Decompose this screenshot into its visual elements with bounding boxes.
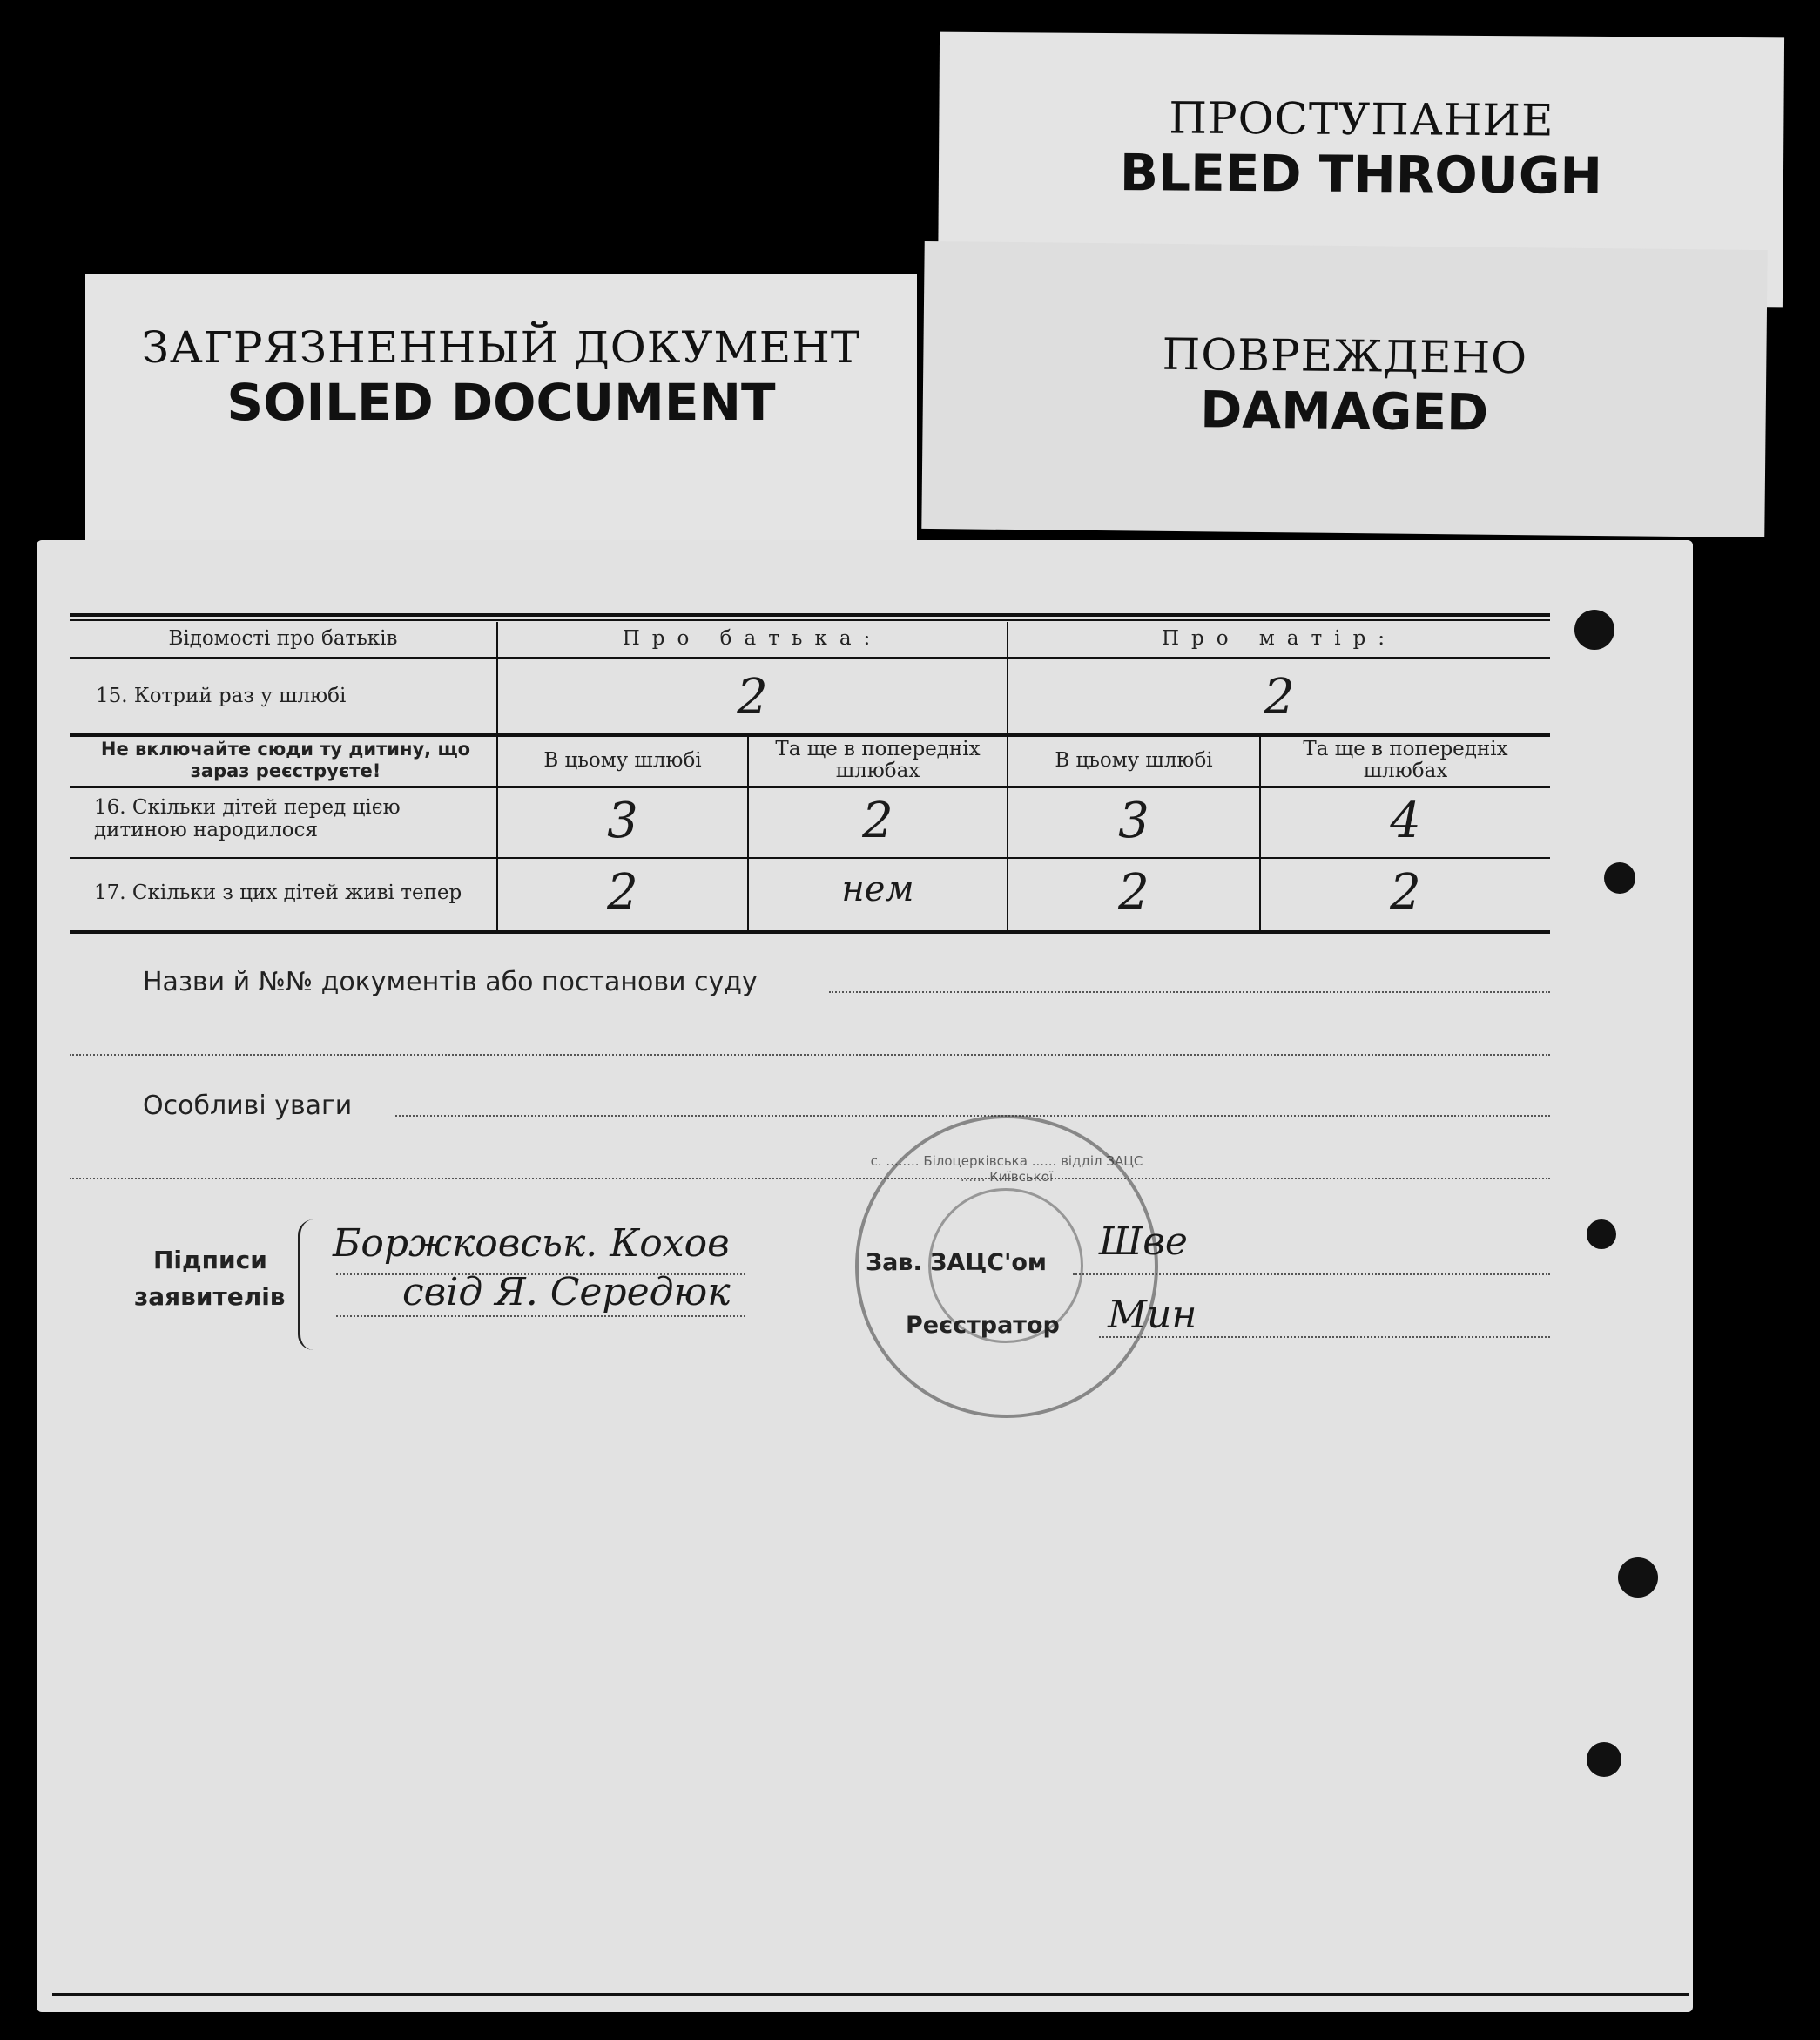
sheet-bottom-rule [52, 1993, 1689, 1996]
row17-father-prev: нем [841, 869, 914, 909]
signatures-label-1: Підписи [153, 1246, 267, 1274]
notes-line [395, 1115, 1550, 1117]
binder-hole [1618, 1557, 1658, 1598]
subheader-mother-this: В цьому шлюбі [1055, 749, 1213, 772]
header-parents-info: Відомості про батьків [168, 627, 398, 650]
bleed-through-en: BLEED THROUGH [1119, 143, 1603, 206]
soiled-document-card [85, 274, 917, 561]
header-father: Про батька: [622, 627, 883, 650]
stamp-text: с. ........ Білоцерківська ...... відділ ЗАЦС ...... Київської [870, 1153, 1143, 1185]
damaged-card [921, 241, 1767, 537]
damaged-en: DAMAGED [1199, 380, 1489, 442]
row15-mother-value: 2 [1264, 669, 1295, 726]
row17-father-this: 2 [607, 864, 638, 921]
documents-line [829, 991, 1550, 993]
row16-label: 16. Скільки дітей перед цією дитиною народилося [94, 796, 401, 841]
subheader-mother-prev: Та ще в попередніх шлюбах [1303, 738, 1508, 782]
registrar-label: Реєстратор [906, 1312, 1060, 1339]
subheader-father-this: В цьому шлюбі [543, 749, 702, 772]
row16-mother-prev: 4 [1390, 793, 1421, 849]
table-rule [70, 733, 1550, 737]
notes-label: Особливі уваги [143, 1091, 353, 1121]
subheader-father-prev: Та ще в попередніх шлюбах [775, 738, 981, 782]
table-rule [70, 857, 1550, 859]
row17-mother-prev: 2 [1390, 864, 1421, 921]
binder-hole [1587, 1742, 1621, 1777]
binder-hole [1604, 862, 1635, 894]
bleed-through-ru: ПРОСТУПАНИЕ [1169, 92, 1554, 146]
soiled-document-en: SOILED DOCUMENT [226, 373, 776, 432]
head-signature-line [1073, 1273, 1550, 1275]
row16-mother-this: 3 [1118, 793, 1149, 849]
signatures-label-2: заявителів [134, 1282, 286, 1311]
soiled-document-ru: ЗАГРЯЗНЕННЫЙ ДОКУМЕНТ [141, 322, 861, 373]
table-rule [70, 657, 1550, 659]
head-signature: Шве [1099, 1219, 1188, 1264]
damaged-ru: ПОВРЕЖДЕНО [1162, 328, 1528, 384]
documents-label: Назви й №№ документів або постанови суду [143, 967, 758, 997]
row17-label: 17. Скільки з цих дітей живі тепер [94, 882, 462, 904]
signatures-brace [298, 1219, 316, 1350]
signature-line-2 [336, 1315, 745, 1317]
notes-line-2 [70, 1178, 1550, 1179]
head-label: Зав. ЗАЦС'ом [866, 1249, 1047, 1276]
row16-father-prev: 2 [862, 793, 893, 849]
table-bottom-rule [70, 930, 1550, 934]
table-rule [70, 786, 1550, 788]
documents-line-2 [70, 1054, 1550, 1056]
document-sheet [37, 540, 1693, 2012]
subheader-note: Не включайте сюди ту дитину, що зараз реєструєте! [100, 739, 471, 781]
binder-hole [1587, 1219, 1616, 1249]
row15-father-value: 2 [737, 669, 768, 726]
table-top-rule [70, 613, 1550, 617]
binder-hole [1574, 610, 1614, 650]
registrar-signature: Мин [1108, 1293, 1197, 1337]
applicant-signature-1: Боржковськ. Кохов [333, 1221, 730, 1266]
row17-mother-this: 2 [1118, 864, 1149, 921]
row15-label: 15. Котрий раз у шлюбі [96, 685, 347, 707]
applicant-signature-2: свід Я. Середюк [402, 1270, 731, 1314]
table-top-rule-thin [70, 619, 1550, 621]
header-mother: Про матір: [1161, 627, 1398, 650]
row16-father-this: 3 [607, 793, 638, 849]
